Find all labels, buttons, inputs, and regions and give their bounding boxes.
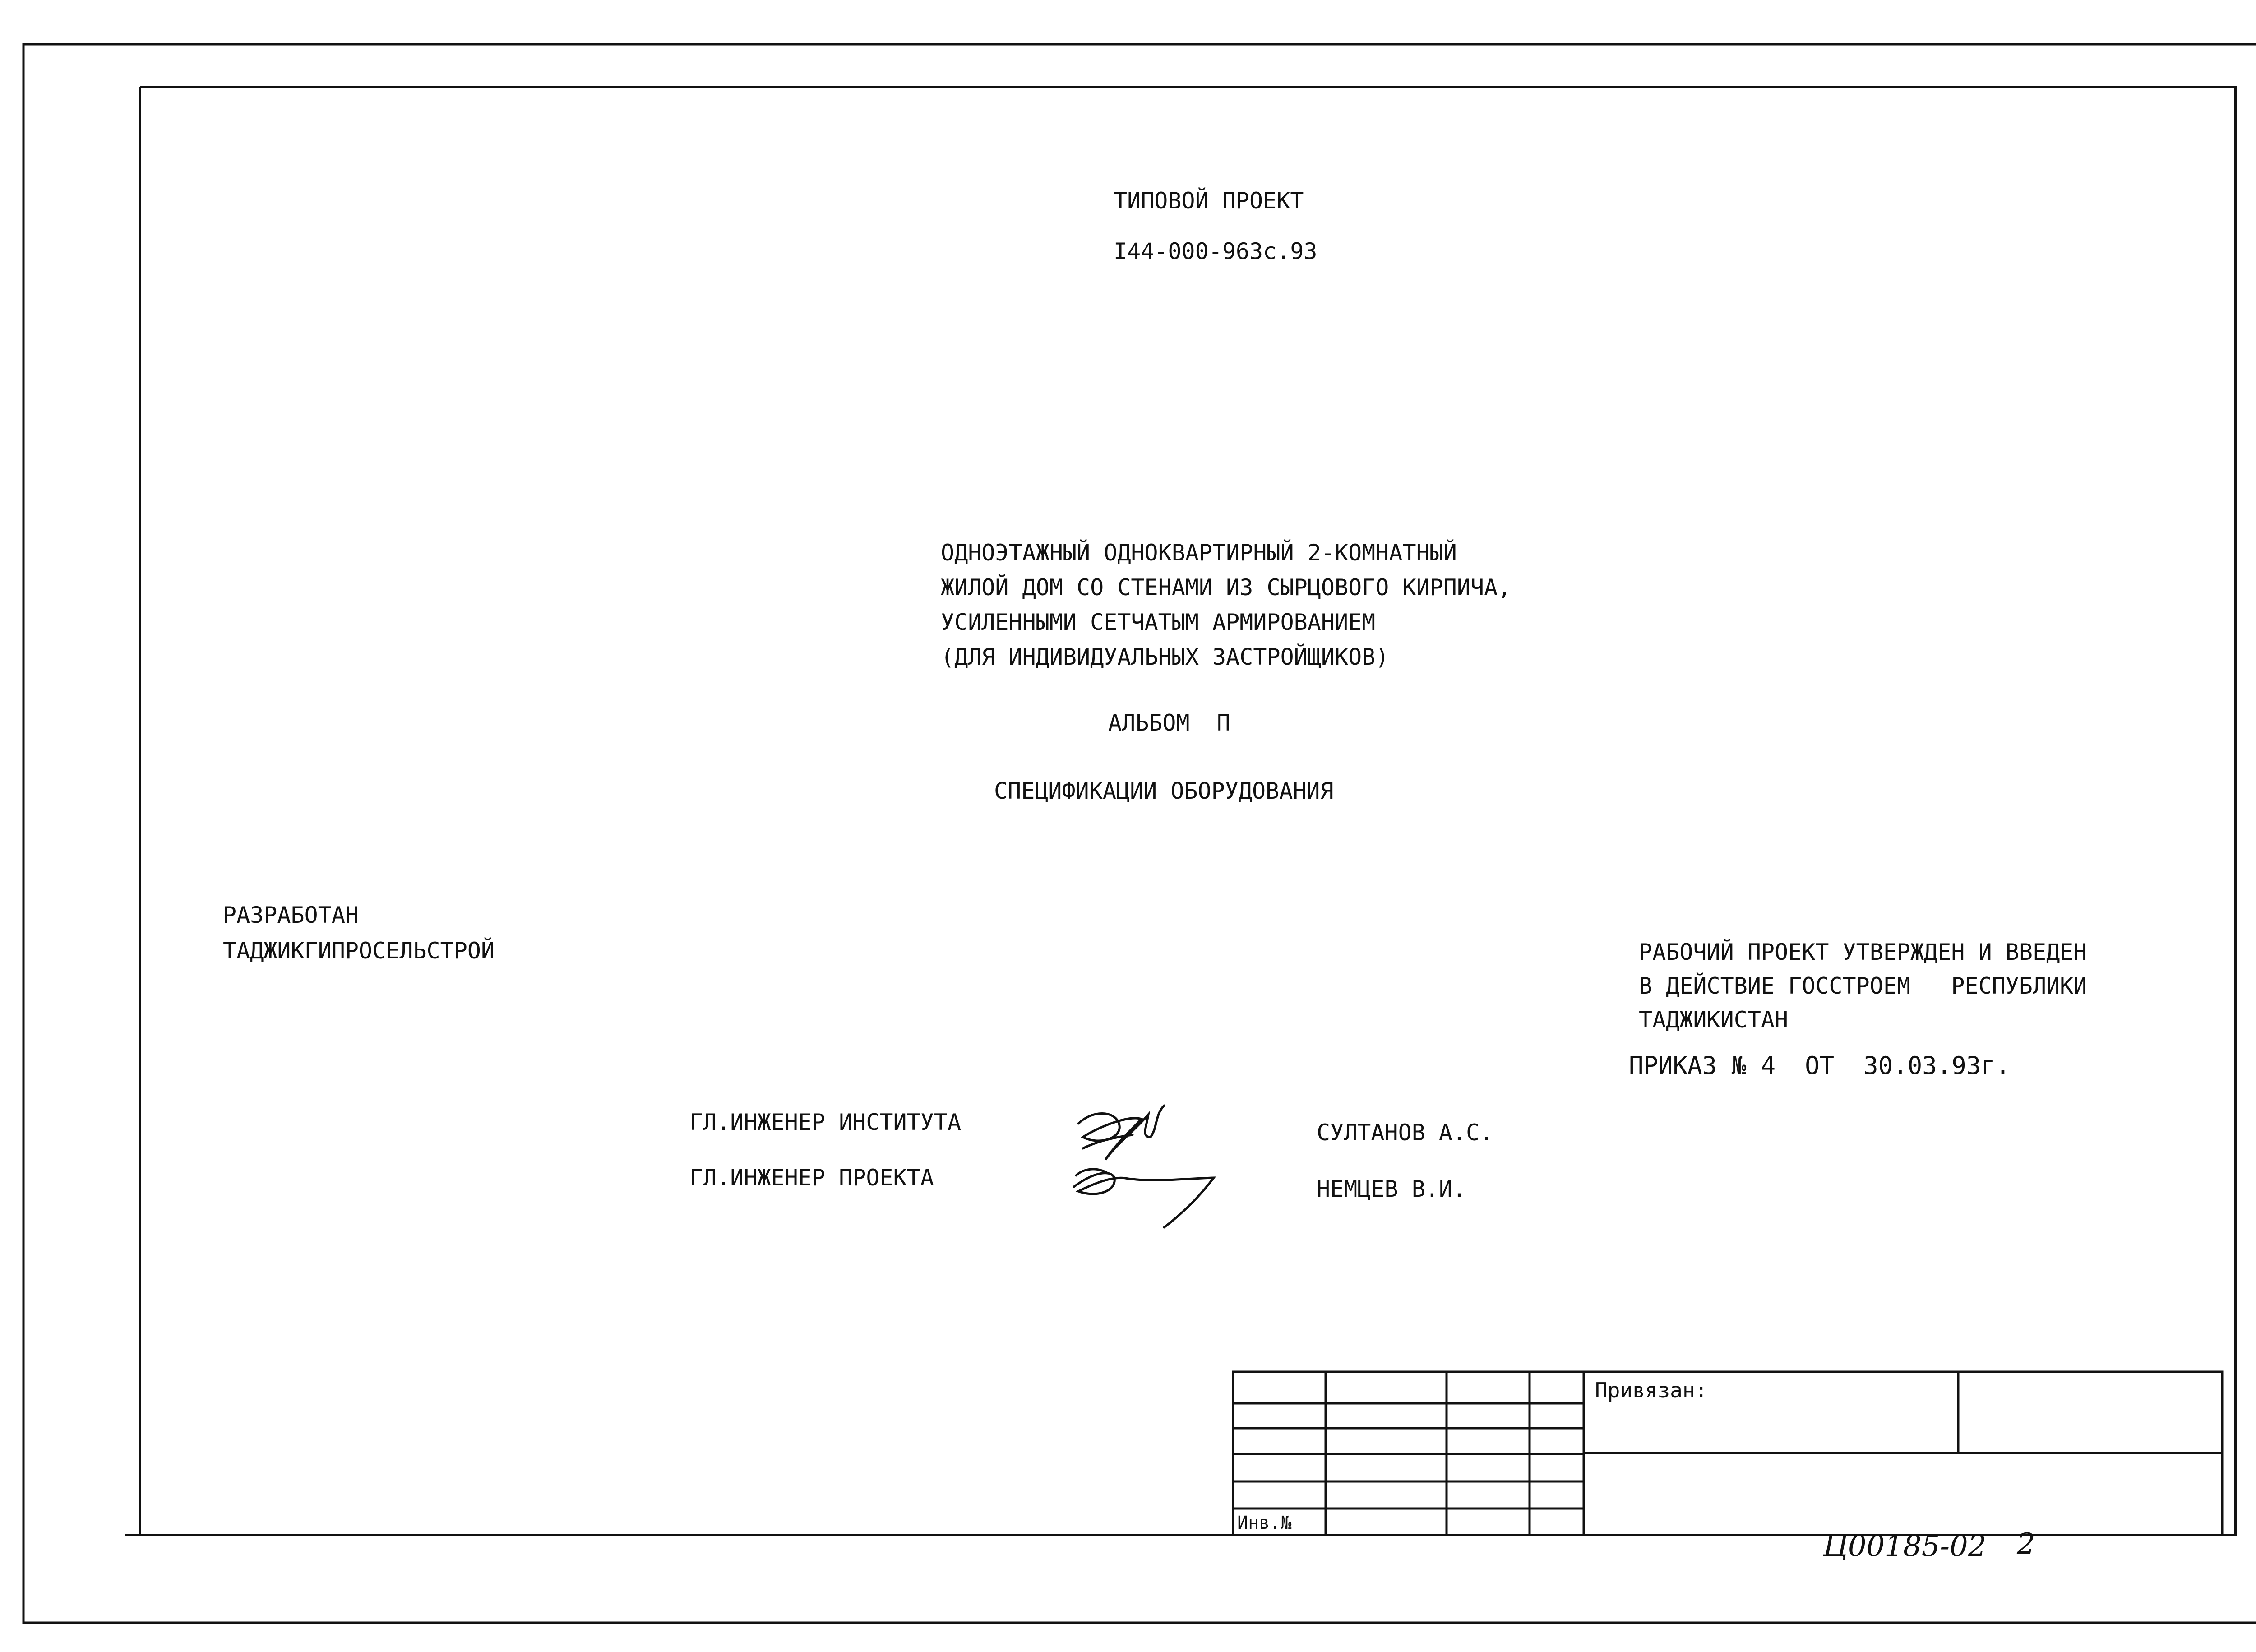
signature-nemtsev xyxy=(1074,1169,1214,1227)
inner-frame xyxy=(125,87,2236,1535)
title-line-2: ЖИЛОЙ ДОМ СО СТЕНАМИ ИЗ СЫРЦОВОГО КИРПИЧА, xyxy=(941,574,1512,601)
approval-line-1: РАБОЧИЙ ПРОЕКТ УТВЕРЖДЕН И ВВЕДЕН xyxy=(1639,939,2087,965)
signatory-role-1: ГЛ.ИНЖЕНЕР ИНСТИТУТА xyxy=(689,1109,962,1135)
approval-order: ПРИКАЗ № 4 ОТ 30.03.93г. xyxy=(1629,1051,2011,1080)
signatory-name-2: НЕМЦЕВ В.И. xyxy=(1317,1176,1466,1202)
title-line-1: ОДНОЭТАЖНЫЙ ОДНОКВАРТИРНЫЙ 2-КОМНАТНЫЙ xyxy=(941,540,1457,566)
subject-label: СПЕЦИФИКАЦИИ ОБОРУДОВАНИЯ xyxy=(994,778,1334,804)
project-type: ТИПОВОЙ ПРОЕКТ xyxy=(1114,188,1304,214)
title-block xyxy=(1233,1372,2222,1535)
approval-line-2: В ДЕЙСТВИЕ ГОССТРОЕМ РЕСПУБЛИКИ xyxy=(1639,973,2087,999)
signatory-role-2: ГЛ.ИНЖЕНЕР ПРОЕКТА xyxy=(689,1165,934,1191)
title-line-3: УСИЛЕННЫМИ СЕТЧАТЫМ АРМИРОВАНИЕМ xyxy=(941,609,1376,635)
signature-sultanov xyxy=(1078,1106,1164,1160)
inventory-label: Инв.№ xyxy=(1237,1513,1292,1533)
project-code: I44-000-963с.93 xyxy=(1114,238,1318,264)
sheet-code: Ц00185-02 xyxy=(1823,1530,1987,1563)
title-line-4: (ДЛЯ ИНДИВИДУАЛЬНЫХ ЗАСТРОЙЩИКОВ) xyxy=(941,644,1389,670)
signatory-name-1: СУЛТАНОВ А.С. xyxy=(1317,1120,1493,1146)
outer-border xyxy=(23,44,2256,1623)
developer-label: РАЗРАБОТАН xyxy=(223,902,359,928)
approval-line-3: ТАДЖИКИСТАН xyxy=(1639,1007,1789,1033)
album-label: АЛЬБОМ П xyxy=(1108,710,1230,736)
attached-label: Привязан: xyxy=(1595,1378,1708,1402)
sheet-number: 2 xyxy=(2017,1527,2035,1561)
developer-organization: ТАДЖИКГИПРОСЕЛЬСТРОЙ xyxy=(223,938,495,964)
